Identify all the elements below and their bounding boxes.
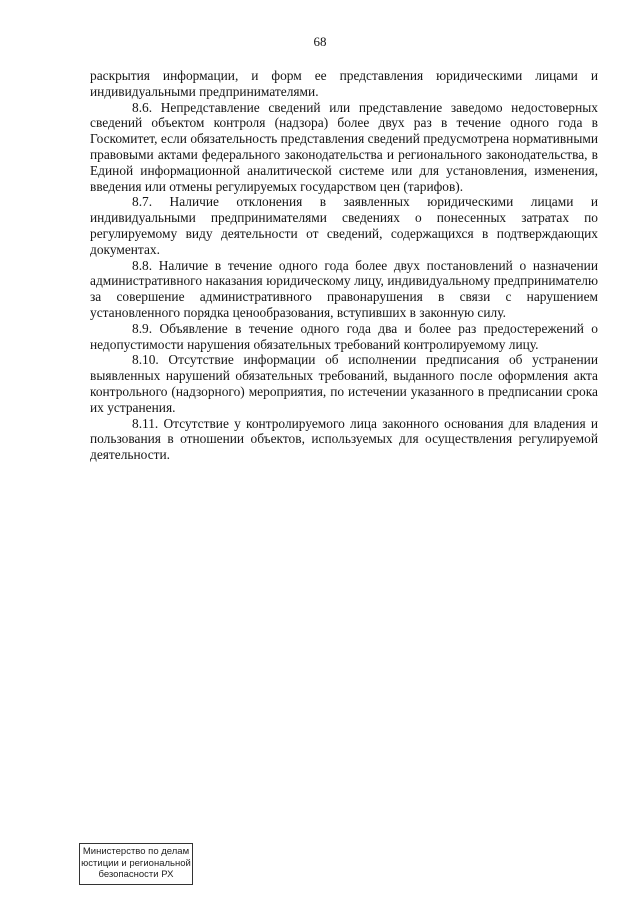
page-number: 68 (313, 34, 327, 49)
stamp-line-1: Министерство по делам (82, 846, 190, 857)
stamp-line-3: безопасности РХ (98, 869, 174, 880)
paragraph-8-9: 8.9. Объявление в течение одного года два и более раз предостережений о недопустимости нарушения обязательных требований контролируемому лицу. (90, 320, 598, 352)
ministry-stamp (79, 843, 193, 885)
paragraph-continuation: раскрытия информации, и форм ее представления юридическими лицами и индивидуальными предпринимателями. (90, 68, 598, 99)
paragraph-8-11: 8.11. Отсутствие у контролируемого лица законного основания для владения и пользования в отношении объектов, используемых для осуществления регулируемой деятельности. (90, 415, 598, 463)
paragraph-8-8: 8.8. Наличие в течение одного года более двух постановлений о назначении административного наказания юридическому лицу, индивидуальному предпринимателю за совершение административного правонарушения в связи с нарушением установленного порядка ценообразования, вступивших в законную силу. (90, 257, 598, 320)
paragraph-8-10: 8.10. Отсутствие информации об исполнении предписания об устранении выявленных нарушений обязательных требований, выданного после оформления акта контрольного (надзорного) мероприятия, по истечении указанного в предписании срока их устранения. (90, 352, 598, 415)
paragraph-8-7: 8.7. Наличие отклонения в заявленных юридическими лицами и индивидуальными предпринимателями сведениях о понесенных затратах по регулируемому виду деятельности от сведений, содержащихся в подтверждающих документах. (90, 194, 598, 257)
document-body (90, 68, 598, 463)
stamp-line-2: юстиции и региональной (81, 857, 191, 869)
paragraph-8-6: 8.6. Непредставление сведений или представление заведомо недостоверных сведений объектом контроля (надзора) более двух раз в течение одного года в Госкомитет, если обязательность представления сведений предусмотрена нормативными правовыми актами федерального законодательства и регионального законодательства, в Единой информационной аналитической системе или для установления, изменения, введения или отмены регулируемых государством цен (тарифов). (90, 99, 598, 194)
